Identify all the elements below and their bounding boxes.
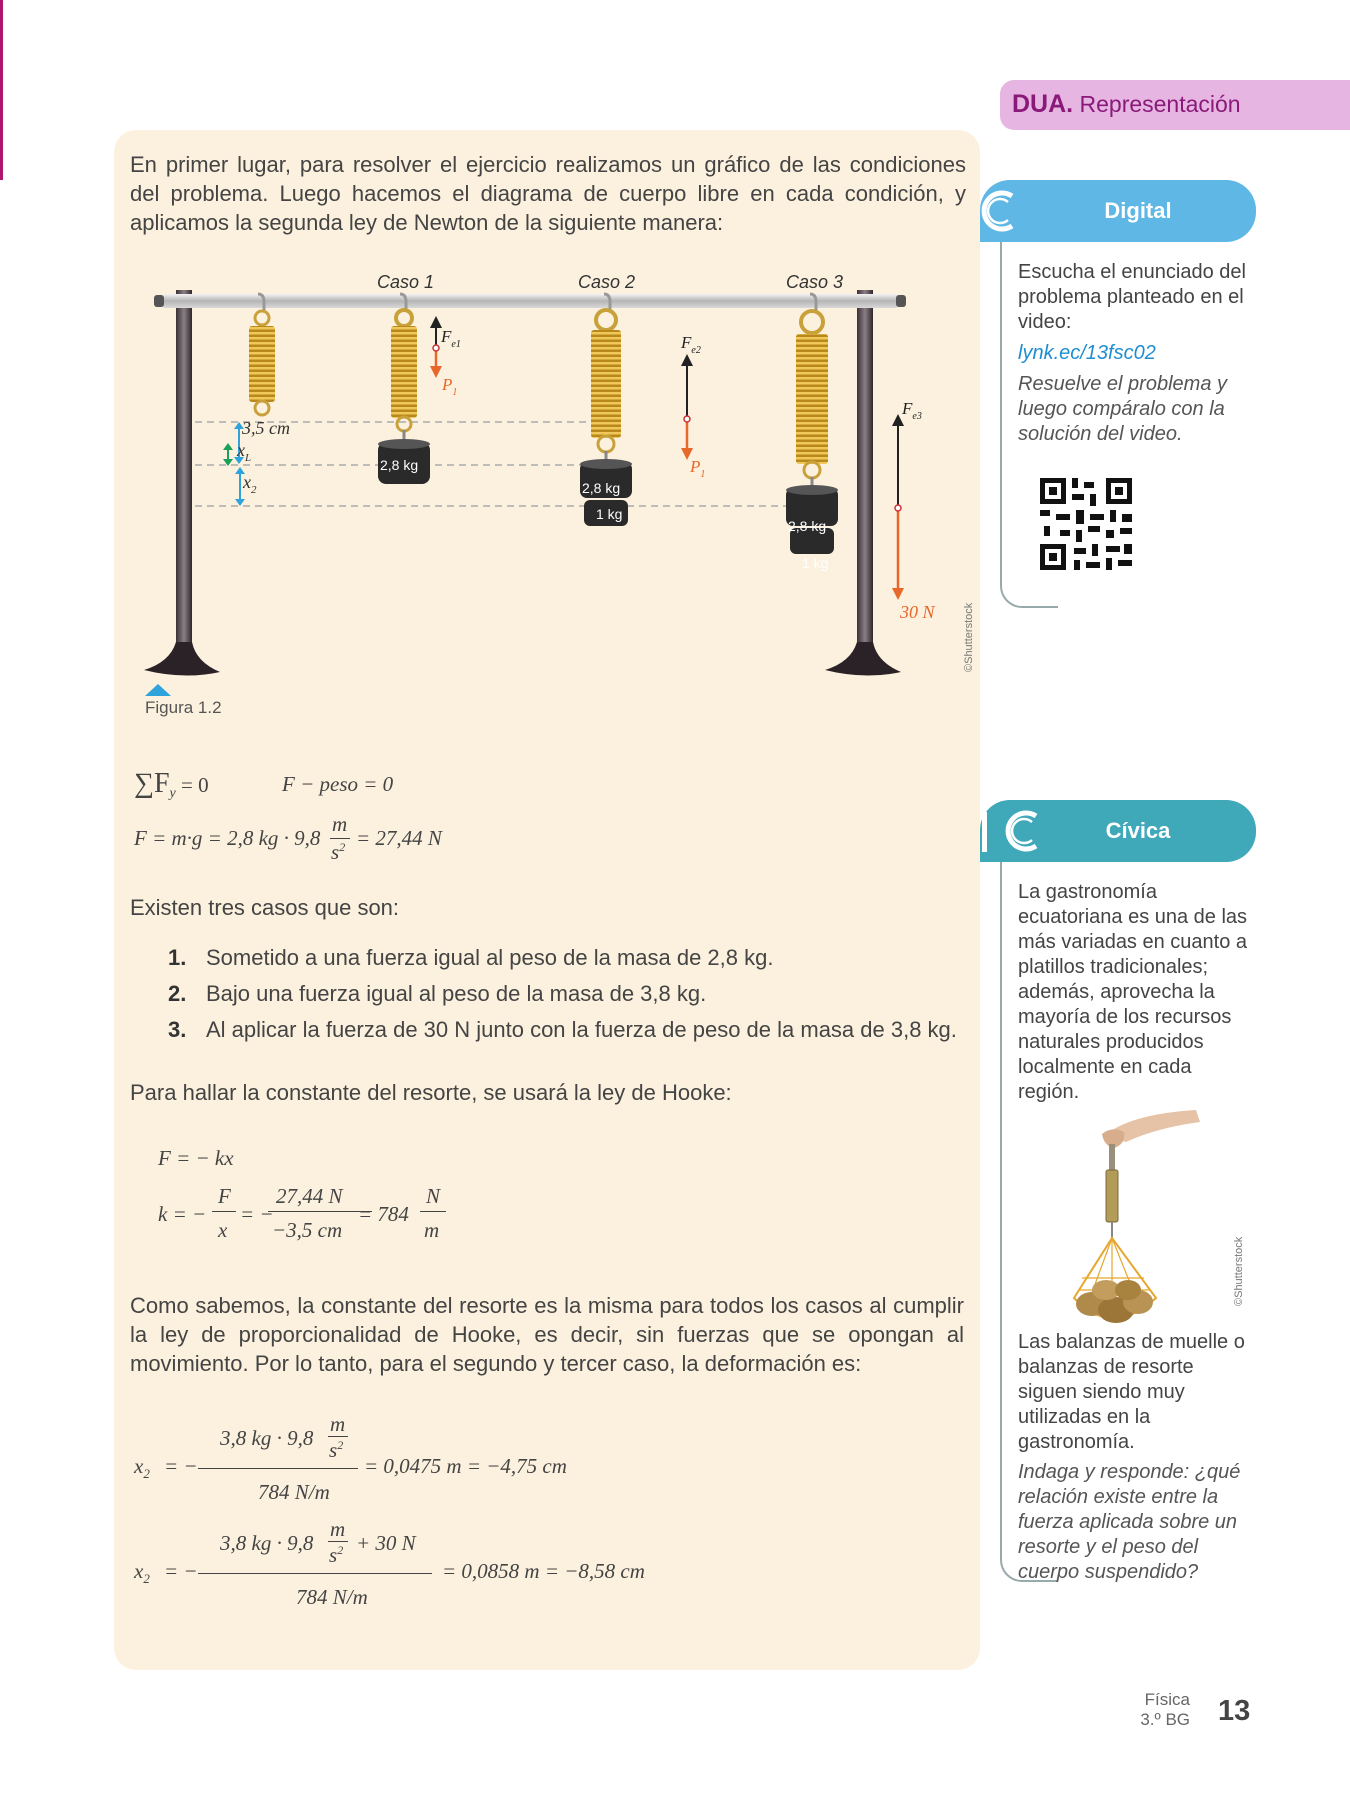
fe2-label: $F_{e2}$	[681, 333, 701, 356]
spring-scale-photo	[1060, 1108, 1210, 1338]
constant-paragraph: Como sabemos, la constante del resorte es la misma para todos los casos al cumplir la ley de proporcionalidad de Hooke, es decir, sin fuerzas que se opongan al movimiento. Por lo tanto, para el segundo y tercer caso, la deformación es:	[130, 1293, 964, 1376]
digital-link[interactable]: lynk.ec/13fsc02	[1018, 342, 1156, 364]
x-l-label: $x_L$	[237, 440, 252, 464]
fe3-label: $F_{e3}$	[902, 399, 922, 422]
spring-natural	[249, 294, 275, 415]
equation-f-peso: F − peso = 0	[282, 772, 394, 796]
civica-photo-credit: ©Shutterstock	[1233, 1236, 1245, 1306]
p1-label-case-2: $P_1$	[690, 457, 706, 480]
case-2-label: Caso 2	[578, 272, 636, 292]
list-item: 1. Sometido a una fuerza igual al peso de la masa de 2,8 kg.	[168, 945, 774, 970]
fbd-case-3	[892, 414, 904, 600]
p1-label-case-1: $P_1$	[442, 375, 458, 398]
spring-figure	[130, 262, 990, 702]
digital-tab	[980, 180, 1256, 242]
cases-list	[168, 940, 957, 1048]
digital-title: Digital	[1104, 198, 1172, 223]
force-30n-label: 30 N	[900, 602, 935, 622]
mass-case-3-extra-label: 1 kg	[802, 555, 829, 571]
intro-paragraph: En primer lugar, para resolver el ejercicio realizamos un gráfico de las condiciones del problema. Luego hacemos el diagrama de cuerpo libre en cada condición, y aplicamos la segunda ley de Newton de la siguiente manera:	[130, 152, 966, 235]
spring-case-3	[796, 294, 828, 489]
equation-x2-case-3: $x_2$ = − 3,8 kg · 9,8 m $s^2$ + 30 N 784 N/m = 0,0858 m = −8,58 cm	[134, 1517, 645, 1609]
hooke-intro: Para hallar la constante del resorte, se usará la ley de Hooke:	[130, 1080, 732, 1105]
dim-35-label: 3,5 cm	[242, 418, 290, 438]
fbd-case-1	[430, 316, 442, 378]
equation-k: k = − F x = − 27,44 N −3,5 cm = 784 N m	[158, 1180, 478, 1250]
cases-intro: Existen tres casos que son:	[130, 895, 400, 920]
civica-title: Cívica	[1105, 818, 1171, 843]
right-pole-base	[825, 642, 901, 676]
equation-sum-forces: $\sum F_y = 0$	[134, 768, 209, 802]
figure-credit: ©Shutterstock	[963, 602, 975, 672]
civica-text: La gastronomía ecuatoriana es una de las más variadas en cuanto a platillos tradicionales; además, aprovecha la mayoría de los recursos naturales producidos localmente en cada región.	[1018, 881, 1248, 1103]
fbd-case-2	[681, 354, 693, 460]
civica-tab	[980, 800, 1256, 862]
dua-header: DUA. Representación	[1000, 80, 1350, 130]
spring-case-2	[591, 294, 621, 462]
list-item: 3. Al aplicar la fuerza de 30 N junto con la fuerza de peso de la masa de 3,8 kg.	[168, 1017, 957, 1042]
case-3-label: Caso 3	[786, 272, 844, 292]
right-pole	[857, 290, 873, 652]
footer-subject: Física 3.º BG	[1140, 1690, 1190, 1729]
top-bar	[160, 294, 900, 308]
spring-case-1	[391, 294, 417, 440]
digital-text: Escucha el enunciado del problema planteado en el video:	[1018, 261, 1246, 333]
mass-case-2-extra-label: 1 kg	[596, 506, 623, 522]
page-number: 13	[1218, 1695, 1251, 1727]
x-2-label: $x_2$	[243, 472, 257, 496]
qr-code[interactable]	[1036, 474, 1136, 574]
mass-case-3-label: 2,8 kg	[788, 518, 827, 534]
page-edge-rule	[0, 0, 3, 180]
fe1-label: $F_{e1}$	[441, 327, 461, 350]
figure-caption-marker	[145, 684, 171, 696]
list-item: 2. Bajo una fuerza igual al peso de la masa de 3,8 kg.	[168, 981, 707, 1006]
equation-hooke: F = − kx	[158, 1146, 234, 1170]
left-pole-base	[144, 642, 220, 676]
mass-case-2-label: 2,8 kg	[582, 480, 621, 496]
figure-caption: Figura 1.2	[145, 698, 222, 717]
mass-case-1-label: 2,8 kg	[380, 457, 419, 473]
equation-x2-case-2: $x_2$ = − 3,8 kg · 9,8 m $s^2$ 784 N/m = 0,0475 m = −4,75 cm	[134, 1412, 567, 1504]
civica-question: Indaga y responde: ¿qué relación existe entre la fuerza aplicada sobre un resorte y el peso del cuerpo suspendido?	[1018, 1461, 1241, 1583]
civica-text-2: Las balanzas de muelle o balanzas de resorte siguen siendo muy utilizadas en la gastronomía.	[1018, 1331, 1245, 1453]
case-1-label: Caso 1	[377, 272, 435, 292]
left-pole	[176, 290, 192, 652]
digital-instructions: Resuelve el problema y luego compáralo con la solución del video.	[1018, 373, 1227, 445]
